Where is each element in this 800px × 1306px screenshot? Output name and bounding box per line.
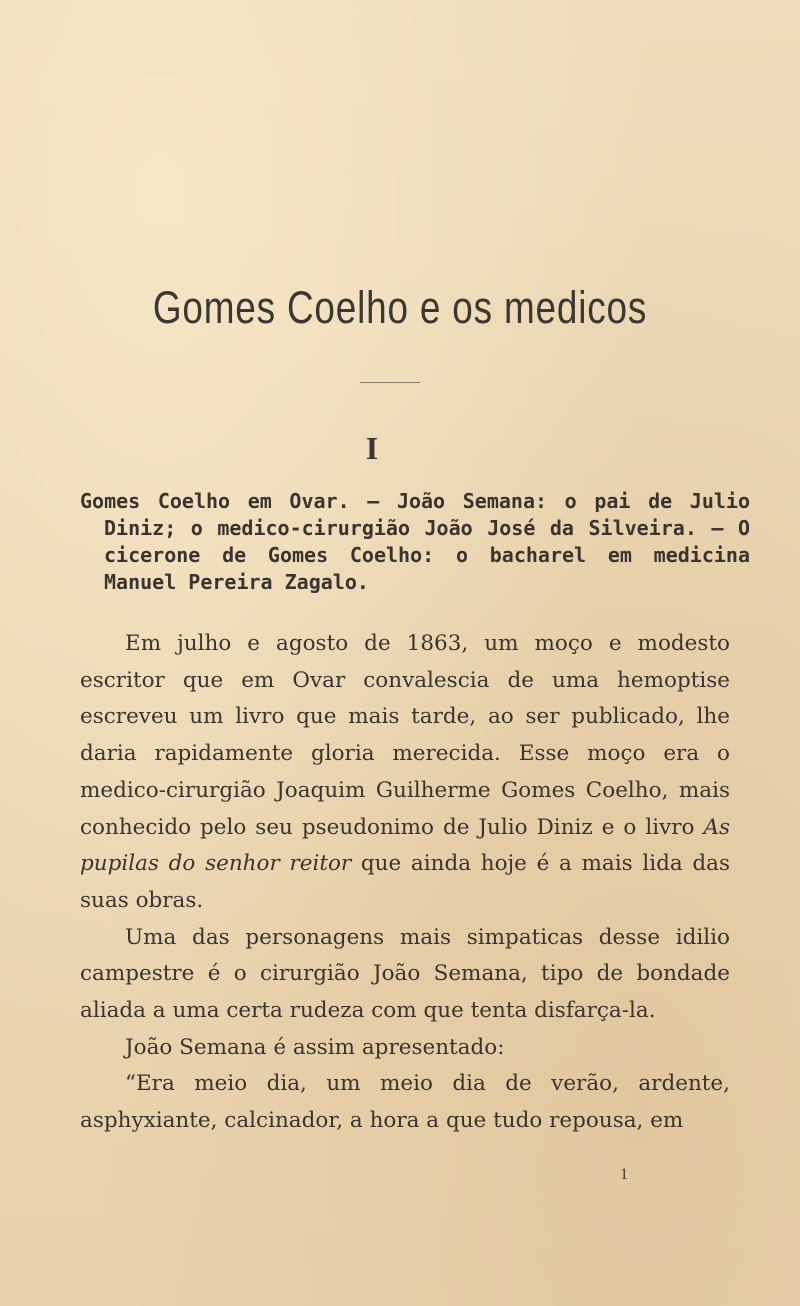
paragraph-2: Uma das personagens mais simpaticas desse idilio campestre é o cirurgião João Semana, tipo de bondade aliada a uma certa rudeza com que tenta disfarça-la. (80, 924, 730, 1024)
book-title-italic: As pupilas do senhor reitor (80, 814, 730, 877)
chapter-number: I (365, 430, 379, 466)
paragraph-3: João Semana é assim apresentado: (125, 1034, 505, 1060)
paragraph-4: “Era meio dia, um meio dia de verão, ardente, asphyxiante, calcinador, a hora a que tudo repousa, em (80, 1071, 730, 1134)
chapter-summary: Gomes Coelho em Ovar. — João Semana: o pai de Julio Diniz; o medico-cirurgião João José da Silveira. — O cicerone de Gomes Coelho: o bacharel em medicina Manuel Pereira Zagalo. (80, 489, 750, 594)
paragraph-1 (80, 626, 730, 920)
paragraph-1-text-after: que ainda hoje é a mais lida das suas obras. (80, 851, 730, 913)
body-text (80, 626, 730, 1140)
page-title: Gomes Coelho e os medicos (152, 282, 648, 333)
paragraph-1-text-before: Em julho e agosto de 1863, um moço e modesto escritor que em Ovar convalescia de uma hemoptise escreveu um livro que mais tarde, ao ser publicado, lhe daria rapidamente gloria merecida. Esse moço era o medico-cirurgião Joaquim Guilherme Gomes Coelho, mais conhecido pelo seu pseudonimo de Julio Diniz e o livro (80, 631, 730, 840)
page-number: 1 (620, 1166, 628, 1183)
title-divider (360, 382, 420, 383)
